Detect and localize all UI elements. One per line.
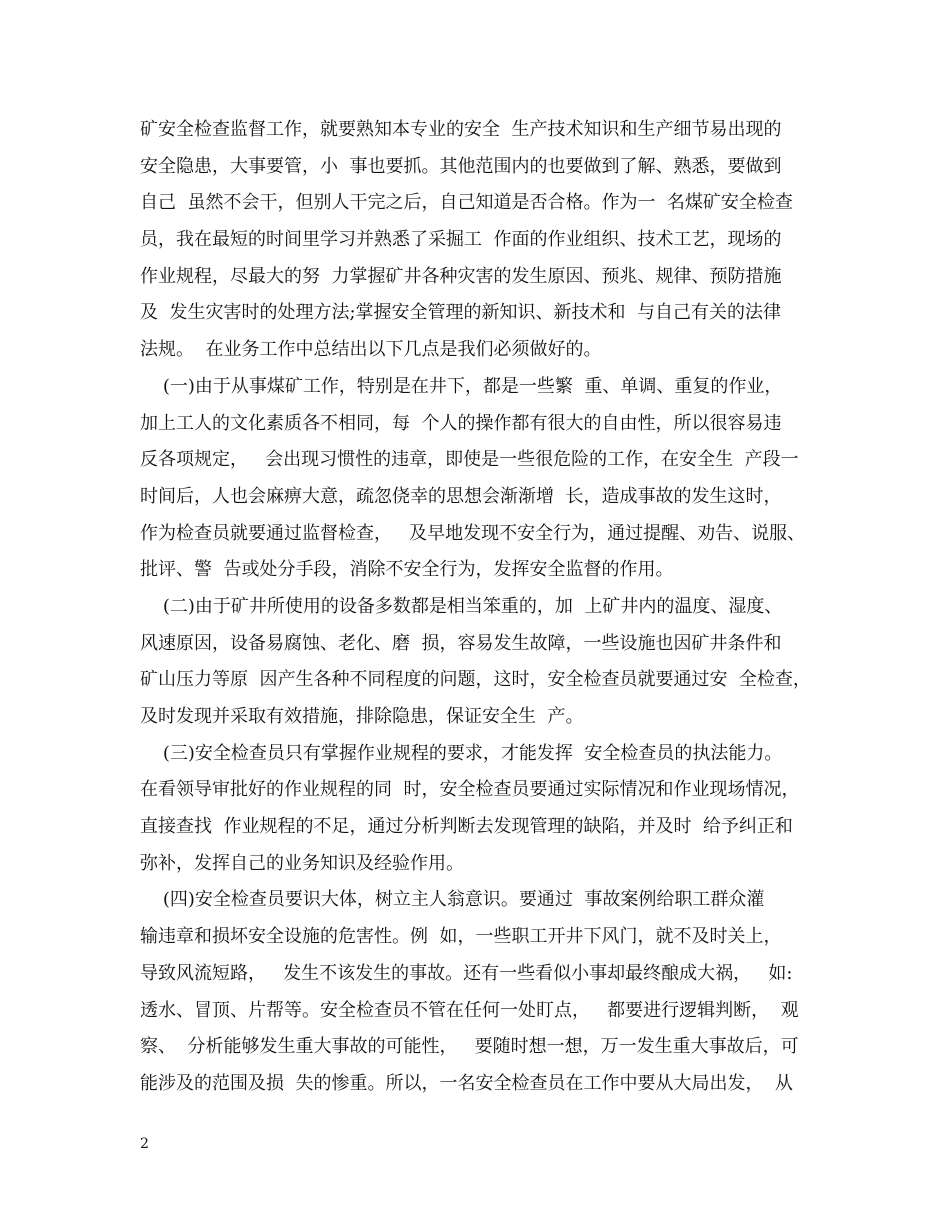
text-line: 及时发现并采取有效措施，排除隐患，保证安全生 产。 [140,706,584,727]
text-line: 矿安全检查监督工作，就要熟知本专业的安全 生产技术知识和生产细节易出现的 [140,119,782,140]
text-line: 作业规程，尽最大的努 力掌握矿井各种灾害的发生原因、预兆、规律、预防措施 [140,265,782,287]
text-line: 弥补，发挥自己的业务知识及经验作用。 [140,852,464,874]
text-line: 批评、警 告或处分手段，消除不安全行为，发挥安全监督的作用。 [140,559,674,581]
text-line: 透水、冒顶、片帮等。安全检查员不管在任何一处盯点， 都要进行逻辑判断， 观 [140,999,799,1021]
text-line: 风速原因，设备易腐蚀、老化、磨 损，容易发生故障，一些设施也因矿井条件和 [140,632,782,654]
page-number: 2 [140,1136,149,1152]
text-line: (一)由于从事煤矿工作，特别是在井下，都是一些繁 重、单调、重复的作业， [140,375,783,397]
text-line: 自己 虽然不会干，但别人干完之后，自己知道是否合格。作为一 名煤矿安全检查 [140,192,793,214]
body-text [140,112,828,1103]
text-line: 加上工人的文化素质各不相同，每 个人的操作都有很大的自由性，所以很容易违 [140,412,782,434]
text-line: 时间后，人也会麻痹大意，疏忽侥幸的思想会渐渐增 长，造成事故的发生这时， [140,485,782,507]
text-line: 输违章和损坏安全设施的危害性。例 如，一些职工开井下风门，就不及时关上， [140,926,782,948]
text-line: 能涉及的范围及损 失的惨重。所以，一名安全检查员在工作中要从大局出发， 从 [140,1072,793,1094]
text-line: (四)安全检查员要识大体，树立主人翁意识。要通过 事故案例给职工群众灌 [140,889,765,911]
text-line: 在看领导审批好的作业规程的同 时，安全检查员要通过实际情况和作业现场情况， [140,779,800,801]
text-line: 作为检查员就要通过监督检查， 及早地发现不安全行为，通过提醒、劝告、说服、 [140,522,806,544]
text-line: 直接查找 作业规程的不足，通过分析判断去发现管理的缺陷，并及时 给予纠正和 [140,816,793,838]
text-line: 安全隐患，大事要管，小 事也要抓。其他范围内的也要做到了解、熟悉，要做到 [140,155,782,177]
text-line: 导致风流短路， 发生不该发生的事故。还有一些看似小事却最终酿成大祸， 如: [140,962,793,984]
text-line: 反各项规定， 会出现习惯性的违章，即使是一些很危险的工作，在安全生 产段一 [140,449,799,471]
text-line: (二)由于矿井所使用的设备多数都是相当笨重的，加 上矿井内的温度、湿度、 [140,595,783,617]
text-line: 察、 分析能够发生重大事故的可能性， 要随时想一想，万一发生重大事故后，可 [140,1036,799,1058]
text-line: 矿山压力等原 因产生各种不同程度的问题，这时，安全检查员就要通过安 全检查， [140,669,811,691]
text-line: 员，我在最短的时间里学习并熟悉了采掘工 作面的作业组织、技术工艺，现场的 [140,229,782,251]
text-line: (三)安全检查员只有掌握作业规程的要求，才能发挥 安全检查员的执法能力。 [140,742,783,764]
text-line: 法规。 在业务工作中总结出以下几点是我们必须做好的。 [140,339,602,361]
text-line: 及 发生灾害时的处理方法;掌握安全管理的新知识、新技术和 与自己有关的法律 [140,302,781,324]
